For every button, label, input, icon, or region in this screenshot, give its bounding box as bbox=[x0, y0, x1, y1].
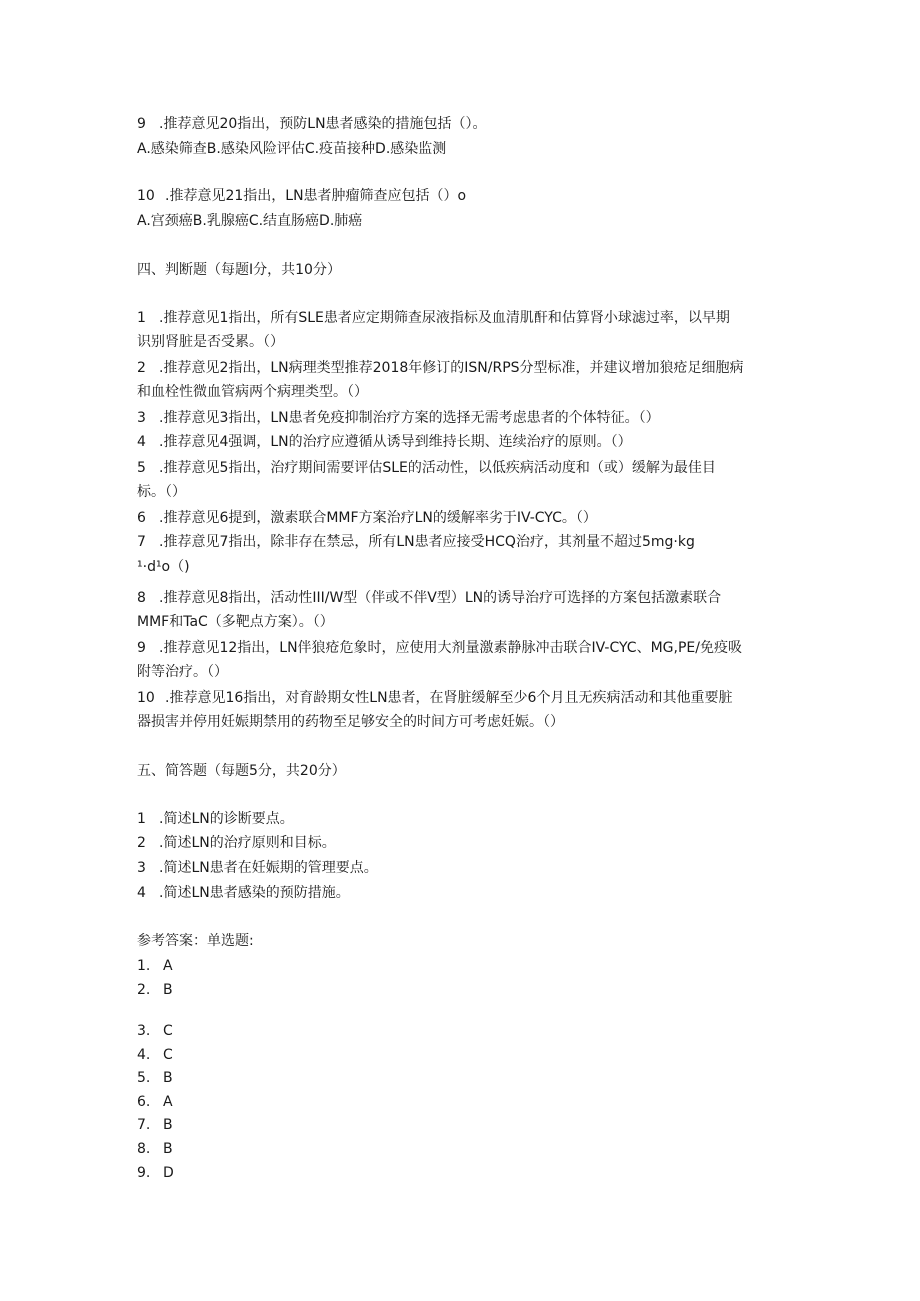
tf-item-5 bbox=[137, 458, 716, 478]
answer-number: 2. bbox=[137, 982, 151, 998]
tf-item-2-cont: 和血栓性微血管病两个病理类型。（） bbox=[137, 384, 368, 400]
tf-item-7-cont: ¹·d¹o（) bbox=[137, 559, 190, 575]
answer-number: 9. bbox=[137, 1165, 151, 1181]
answer-value: C bbox=[163, 1047, 173, 1063]
answer-value: A bbox=[163, 958, 173, 974]
question-text: .推荐意见20指出，预防LN患者感染的措施包括（）。 bbox=[159, 116, 487, 132]
item-number: 3 bbox=[137, 410, 146, 426]
short-answer-2 bbox=[137, 833, 336, 853]
item-text: .推荐意见8指出，活动性III/W型（伴或不伴V型）LN的诱导治疗可选择的方案包括激素联合 bbox=[159, 590, 722, 606]
tf-item-8-cont: MMF和TaC（多靶点方案）。（） bbox=[137, 614, 334, 630]
tf-item-8 bbox=[137, 588, 721, 608]
answer-item bbox=[137, 1163, 174, 1183]
tf-item-2 bbox=[137, 358, 744, 378]
item-number: 4 bbox=[137, 434, 146, 450]
answer-value: B bbox=[163, 1117, 173, 1133]
item-number: 8 bbox=[137, 590, 146, 606]
item-text: .推荐意见2指出，LN病理类型推荐2018年修订的ISN/RPS分型标准，并建议增加狼疮足细胞病 bbox=[159, 360, 744, 376]
item-number: 2 bbox=[137, 360, 146, 376]
answer-number: 8. bbox=[137, 1141, 151, 1157]
question-number: 10 bbox=[137, 188, 155, 204]
short-answer-1 bbox=[137, 809, 294, 829]
answer-value: C bbox=[163, 1023, 173, 1039]
item-text: .推荐意见5指出，治疗期间需要评估SLE的活动性，以低疾病活动度和（或）缓解为最佳目 bbox=[159, 460, 716, 476]
question-9 bbox=[137, 114, 487, 134]
tf-item-7 bbox=[137, 532, 695, 552]
section-5-title: 五、简答题（每题5分，共20分） bbox=[137, 763, 346, 779]
answers-title: 参考答案：单选题: bbox=[137, 933, 254, 949]
tf-item-5-cont: 标。（） bbox=[137, 484, 186, 500]
answer-item bbox=[137, 956, 173, 976]
item-text: .推荐意见4强调，LN的治疗应遵循从诱导到维持长期、连续治疗的原则。（） bbox=[159, 434, 632, 450]
answer-number: 3. bbox=[137, 1023, 151, 1039]
item-number: 1 bbox=[137, 310, 146, 326]
answer-item bbox=[137, 1068, 173, 1088]
item-text: .简述LN患者在妊娠期的管理要点。 bbox=[159, 860, 378, 876]
item-text: .简述LN的诊断要点。 bbox=[159, 811, 294, 827]
item-text: .推荐意见16指出，对育龄期女性LN患者，在肾脏缓解至少6个月且无疾病活动和其他重要脏 bbox=[165, 690, 733, 706]
tf-item-1 bbox=[137, 308, 730, 328]
item-number: 5 bbox=[137, 460, 146, 476]
tf-item-10 bbox=[137, 688, 732, 708]
tf-item-10-cont: 器损害并停用妊娠期禁用的药物至足够安全的时间方可考虑妊娠。（） bbox=[137, 714, 564, 730]
tf-item-4 bbox=[137, 432, 632, 452]
question-9-options: A.感染筛查B.感染风险评估C.疫苗接种D.感染监测 bbox=[137, 141, 447, 157]
item-text: .简述LN患者感染的预防措施。 bbox=[159, 885, 350, 901]
question-10 bbox=[137, 186, 466, 206]
question-number: 9 bbox=[137, 116, 146, 132]
question-text: .推荐意见21指出，LN患者肿瘤筛查应包括（）o bbox=[165, 188, 467, 204]
answer-number: 6. bbox=[137, 1094, 151, 1110]
answer-number: 4. bbox=[137, 1047, 151, 1063]
answer-item bbox=[137, 1021, 173, 1041]
answer-item bbox=[137, 1139, 173, 1159]
item-text: .推荐意见1指出，所有SLE患者应定期筛查尿液指标及血清肌酐和估算肾小球滤过率，以早期 bbox=[159, 310, 730, 326]
answer-value: B bbox=[163, 1070, 173, 1086]
item-number: 7 bbox=[137, 534, 146, 550]
tf-item-1-cont: 识别肾脏是否受累。（） bbox=[137, 334, 284, 350]
item-text: .简述LN的治疗原则和目标。 bbox=[159, 835, 336, 851]
item-number: 3 bbox=[137, 860, 146, 876]
question-10-options: A.宫颈癌B.乳腺癌C.结直肠癌D.肺癌 bbox=[137, 213, 363, 229]
item-text: .推荐意见6提到，激素联合MMF方案治疗LN的缓解率劣于IV-CYC。（） bbox=[159, 510, 597, 526]
item-text: .推荐意见3指出，LN患者免疫抑制治疗方案的选择无需考虑患者的个体特征。（） bbox=[159, 410, 660, 426]
item-number: 10 bbox=[137, 690, 155, 706]
answer-item bbox=[137, 1092, 173, 1112]
item-number: 9 bbox=[137, 640, 146, 656]
answer-value: B bbox=[163, 1141, 173, 1157]
short-answer-3 bbox=[137, 858, 378, 878]
answer-value: D bbox=[163, 1165, 174, 1181]
item-number: 1 bbox=[137, 811, 146, 827]
item-number: 4 bbox=[137, 885, 146, 901]
short-answer-4 bbox=[137, 883, 350, 903]
tf-item-6 bbox=[137, 508, 597, 528]
item-text: .推荐意见12指出，LN伴狼疮危象时，应使用大剂量激素静脉冲击联合IV-CYC、MG,PE/免疫吸 bbox=[159, 640, 742, 656]
item-number: 2 bbox=[137, 835, 146, 851]
answer-item bbox=[137, 980, 173, 1000]
tf-item-9 bbox=[137, 638, 742, 658]
answer-value: A bbox=[163, 1094, 173, 1110]
item-number: 6 bbox=[137, 510, 146, 526]
section-4-title: 四、判断题（每题I分，共10分） bbox=[137, 262, 341, 278]
answer-number: 7. bbox=[137, 1117, 151, 1133]
tf-item-3 bbox=[137, 408, 660, 428]
item-text: .推荐意见7指出，除非存在禁忌，所有LN患者应接受HCQ治疗，其剂量不超过5mg·kg bbox=[159, 534, 695, 550]
answer-value: B bbox=[163, 982, 173, 998]
answer-number: 5. bbox=[137, 1070, 151, 1086]
answer-item bbox=[137, 1115, 173, 1135]
answer-number: 1. bbox=[137, 958, 151, 974]
answer-item bbox=[137, 1045, 173, 1065]
tf-item-9-cont: 附等治疗。（） bbox=[137, 664, 228, 680]
